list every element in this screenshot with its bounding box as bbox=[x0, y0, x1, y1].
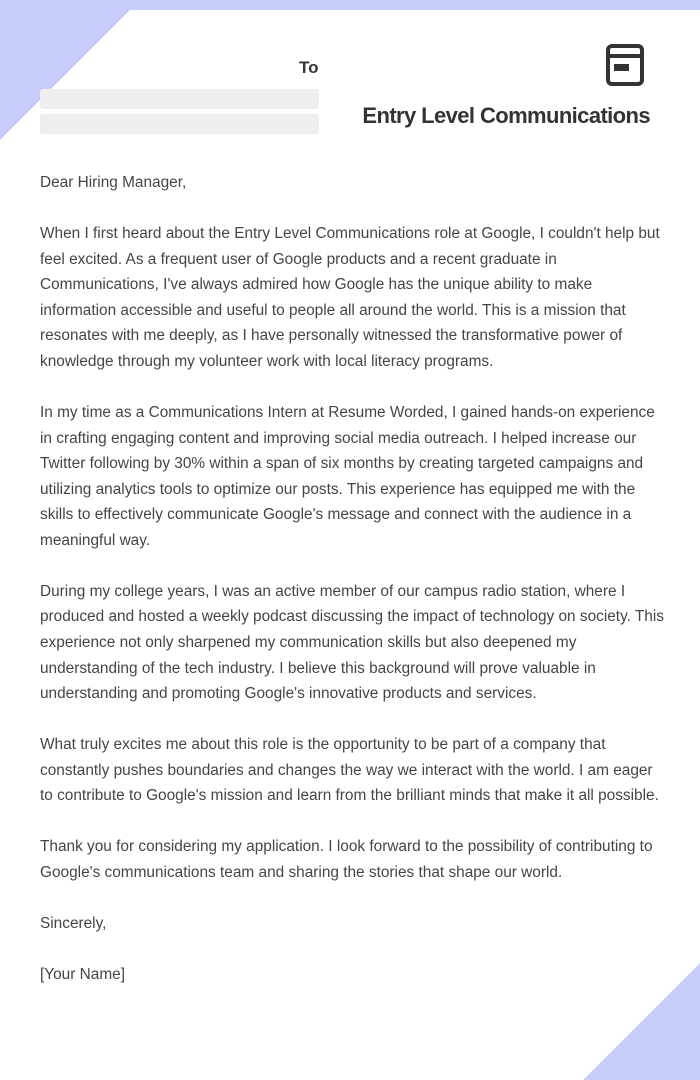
letter-greeting: Dear Hiring Manager, bbox=[40, 174, 187, 191]
letter-paragraph: What truly excites me about this role is the opportunity to be part of a company that constantly pushes boundaries and changes the way we interact with the world. I am eager to contribute to Google's mission and learn from the brilliant minds that make it all possible. bbox=[40, 736, 659, 805]
letter-paragraph: In my time as a Communications Intern at Resume Worded, I gained hands-on experience in crafting engaging content and improving social media outreach. I helped increase our Twitter following by 30% within a span of six months by creating targeted campaigns and utilizing analytics tools to optimize our posts. This experience has equipped me with the skills to effectively communicate Google's message and connect with the audience in a meaningful way. bbox=[40, 403, 655, 549]
document-icon bbox=[606, 44, 644, 86]
letter-body bbox=[40, 170, 668, 1013]
recipient-label: To bbox=[299, 58, 319, 77]
recipient-placeholder-line-2 bbox=[40, 114, 319, 134]
letter-paragraph: When I first heard about the Entry Level Communications role at Google, I couldn't help but feel excited. As a frequent user of Google products and a recent graduate in Communications, I've always admired how Google has the unique ability to make information accessible and useful to people all around the world. This is a mission that resonates with me deeply, as I have personally witnessed the transformative power of knowledge through my volunteer work with local literacy programs. bbox=[40, 224, 660, 370]
letter-signature: [Your Name] bbox=[40, 965, 125, 983]
letter-paragraph: During my college years, I was an active member of our campus radio station, where I produced and hosted a weekly podcast discussing the impact of technology on society. This experience not only sharpened my communication skills but also deepened my understanding of the tech industry. I believe this background will prove valuable in understanding and promoting Google's innovative products and services. bbox=[40, 582, 664, 703]
job-title: Entry Level Communications bbox=[362, 103, 650, 128]
recipient-placeholder-line-1 bbox=[40, 89, 319, 109]
letter-paragraph: Thank you for considering my application. I look forward to the possibility of contributing to Google's communications team and sharing the stories that shape our world. bbox=[40, 838, 653, 882]
letter-closing: Sincerely, bbox=[40, 915, 107, 932]
